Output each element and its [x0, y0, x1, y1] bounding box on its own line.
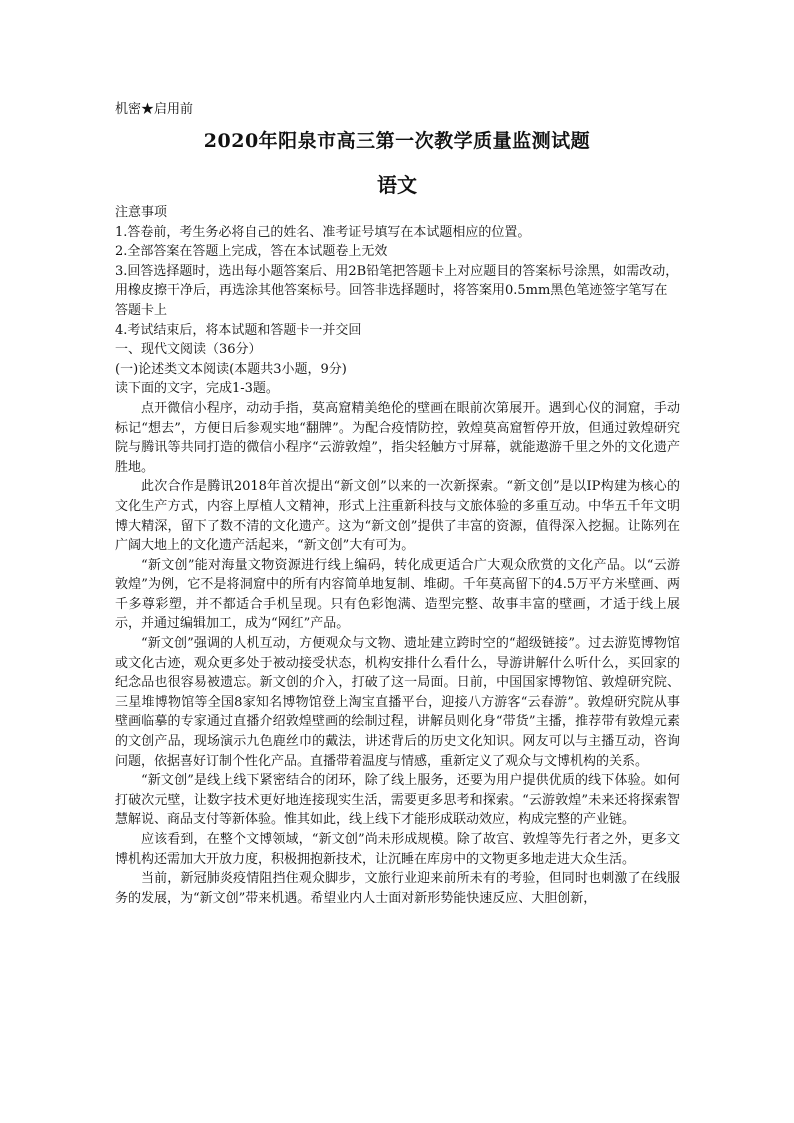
note-item: 4.考试结束后，将本试题和答题卡一并交回	[115, 322, 362, 338]
article-paragraph: 此次合作是腾讯2018年首次提出“新文创”以来的一次新探索。“新文创”是以IP构建为核心的文化生产方式，内容上厚植人文精神，形式上注重新科技与文旅体验的多重互动。中华五千年文明博大精深，留下了数不清的文化遗产。这为“新文创”提供了丰富的资源，值得深入挖掘。让陈列在广阔大地上的文化遗产活起来，“新文创”大有可为。	[115, 479, 680, 554]
notes-heading: 注意事项	[115, 205, 168, 220]
note-item: 3.回答选择题时，选出每小题答案后、用2B铅笔把答题卡上对应题目的答案标号涂黑，如需改动，用橡皮擦干净后，再选涂其他答案标号。回答非选择题时，将答案用0.5mm黑色笔迹签字笔写在答题卡上	[115, 263, 679, 318]
article-paragraph: 应该看到，在整个文博领域，“新文创”尚未形成规模。除了故宫、敦煌等先行者之外，更多文博机构还需加大开放力度，积极拥抱新技术，让沉睡在库房中的文物更多地走进大众生活。	[115, 832, 680, 867]
exam-title: 2020年阳泉市高三第一次教学质量监测试题	[203, 130, 591, 152]
reading-instruction: 读下面的文字，完成1-3题。	[115, 381, 279, 397]
article-paragraph: 当前，新冠肺炎疫情阻挡住观众脚步，文旅行业迎来前所未有的考验，但同时也刺激了在线服务的发展，为“新文创”带来机遇。希望业内人士面对新形势能快速反应、大胆创新，	[115, 871, 680, 906]
section-heading: 一、现代文阅读（36分）	[115, 342, 262, 358]
subject-title: 语文	[377, 173, 417, 197]
article-paragraph: 点开微信小程序，动动手指，莫高窟精美绝伦的壁画在眼前次第展开。遇到心仪的洞窟，手动标记“想去”，方便日后参观实地“翻牌”。为配合疫情防控，敦煌莫高窟暂停开放，但通过敦煌研究院与腾讯等共同打造的微信小程序“云游敦煌”，指尖轻触方寸屏幕，就能遨游千里之外的文化遗产胜地。	[115, 400, 680, 475]
article-paragraph: “新文创”强调的人机互动，方便观众与文物、遗址建立跨时空的“超级链接”。过去游览博物馆或文化古迹，观众更多处于被动接受状态，机构安排什么看什么，导游讲解什么听什么，买回家的纪念品也很容易被遗忘。新文创的介入，打破了这一局面。日前，中国国家博物馆、敦煌研究院、三星堆博物馆等全国8家知名博物馆登上淘宝直播平台，迎接八方游客“云春游”。敦煌研究院从事壁画临摹的专家通过直播介绍敦煌壁画的绘制过程，讲解员则化身“带货”主播，推荐带有敦煌元素的文创产品，现场演示九色鹿丝巾的戴法，讲述背后的历史文化知识。网友可以与主播互动，咨询问题，依据喜好订制个性化产品。直播带着温度与情感，重新定义了观众与文博机构的关系。	[115, 636, 680, 769]
note-item: 1.答卷前，考生务必将自己的姓名、准考证号填写在本试题相应的位置。	[115, 224, 531, 240]
exam-body	[115, 203, 680, 908]
article-paragraph: “新文创”能对海量文物资源进行线上编码，转化成更适合广大观众欣赏的文化产品。以“云游敦煌”为例，它不是将洞窟中的所有内容简单地复制、堆砌。千年莫高留下的4.5万平方米壁画、两千多尊彩塑，并不都适合手机呈现。只有色彩饱满、造型完整、故事丰富的壁画，才适于线上展示，并通过编辑加工，成为“网红”产品。	[115, 557, 680, 632]
note-item: 2.全部答案在答题上完成，答在本试题卷上无效	[115, 244, 388, 260]
confidential-mark: 机密★启用前	[115, 102, 194, 117]
section-subheading: (一)论述类文本阅读(本题共3小题，9分)	[115, 361, 347, 377]
article-paragraph: “新文创”是线上线下紧密结合的闭环，除了线上服务，还要为用户提供优质的线下体验。如何打破次元壁，让数字技术更好地连接现实生活，需要更多思考和探索。“云游敦煌”未来还将探索智慧解说、商品支付等新体验。惟其如此，线上线下才能形成联动效应，构成完整的产业链。	[115, 773, 680, 828]
